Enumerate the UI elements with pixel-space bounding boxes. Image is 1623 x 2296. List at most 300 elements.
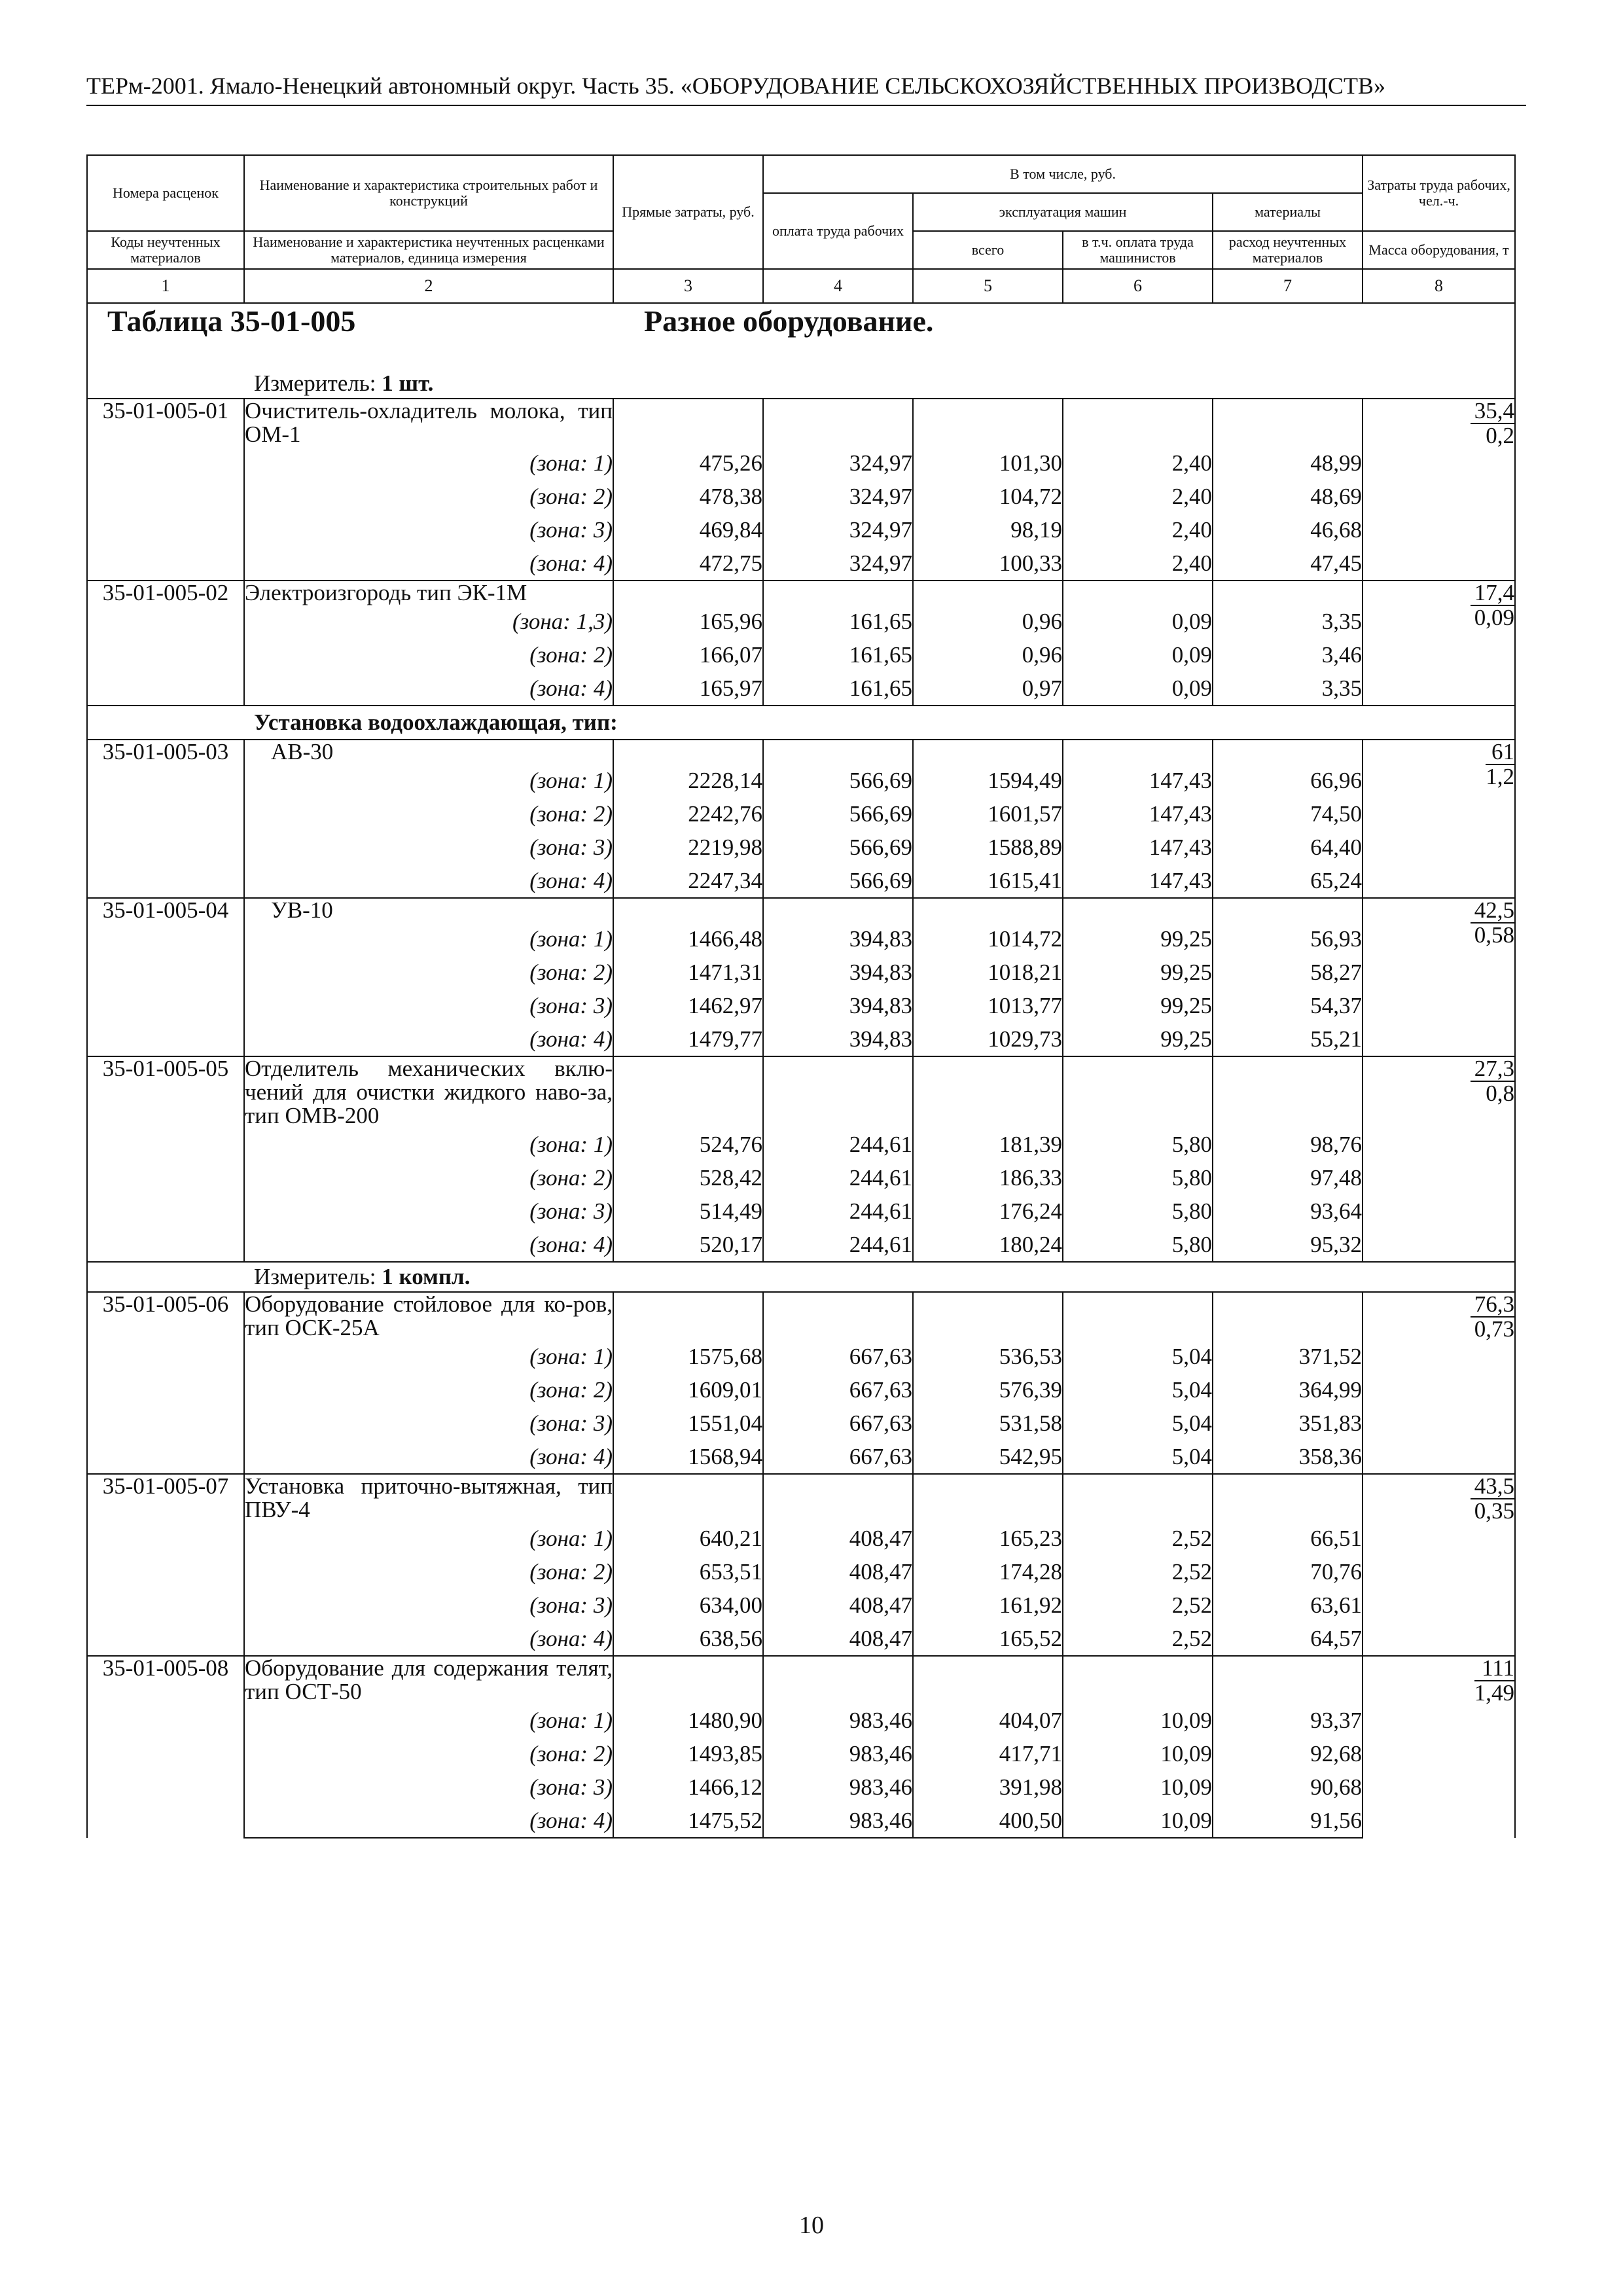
labor-pay-value: 983,46	[763, 1804, 913, 1838]
zone-label: (зона: 3)	[244, 1770, 613, 1804]
direct-costs-value: 2242,76	[613, 797, 763, 831]
machinist-pay-value: 10,09	[1063, 1737, 1213, 1770]
labor-mass-fraction	[1471, 399, 1514, 448]
measure-line	[88, 369, 1514, 398]
zone-row	[87, 1440, 1515, 1474]
machine-ops-value: 165,52	[913, 1622, 1063, 1656]
equipment-mass-value: 0,35	[1474, 1498, 1515, 1524]
materials-value: 90,68	[1213, 1770, 1363, 1804]
direct-costs-value: 1551,04	[613, 1407, 763, 1440]
labor-pay-value: 244,61	[763, 1128, 913, 1161]
direct-costs-value: 478,38	[613, 480, 763, 513]
machinist-pay-value: 147,43	[1063, 864, 1213, 898]
direct-costs-value: 2228,14	[613, 764, 763, 797]
materials-value: 3,35	[1213, 672, 1363, 706]
zone-row	[87, 989, 1515, 1022]
labor-mass-cell	[1363, 898, 1515, 1056]
rate-row	[87, 1292, 1515, 1340]
machine-ops-value: 0,96	[913, 638, 1063, 672]
measure-row	[87, 1262, 1515, 1292]
page-number: 10	[799, 2212, 824, 2239]
machinist-pay-value: 10,09	[1063, 1770, 1213, 1804]
machinist-pay-value: 99,25	[1063, 989, 1213, 1022]
labor-pay-value: 408,47	[763, 1555, 913, 1588]
machine-ops-value: 536,53	[913, 1340, 1063, 1373]
labor-pay-value: 983,46	[763, 1737, 913, 1770]
labor-costs-value: 42,5	[1471, 899, 1514, 924]
direct-costs-value: 165,97	[613, 672, 763, 706]
labor-pay-value: 244,61	[763, 1161, 913, 1194]
zone-row	[87, 1340, 1515, 1373]
direct-costs-value: 1475,52	[613, 1804, 763, 1838]
direct-costs-value: 640,21	[613, 1522, 763, 1555]
zone-row	[87, 446, 1515, 480]
zone-label: (зона: 4)	[244, 672, 613, 706]
materials-value: 91,56	[1213, 1804, 1363, 1838]
measure-label: Измеритель:	[254, 370, 376, 396]
zone-row	[87, 831, 1515, 864]
labor-costs-value: 76,3	[1471, 1293, 1514, 1318]
direct-costs-value: 1462,97	[613, 989, 763, 1022]
zone-row	[87, 1704, 1515, 1737]
materials-value: 92,68	[1213, 1737, 1363, 1770]
col-work-name: Наименование и характеристика строительных работ и конструкций	[244, 155, 613, 231]
machine-ops-value: 1014,72	[913, 922, 1063, 956]
rate-name: Установка приточно-вытяжная, тип ПВУ-4	[245, 1473, 613, 1522]
labor-pay-value: 244,61	[763, 1194, 913, 1228]
machine-ops-value: 1601,57	[913, 797, 1063, 831]
machine-ops-value: 0,97	[913, 672, 1063, 706]
zone-label: (зона: 1)	[244, 1704, 613, 1737]
measure-row	[87, 369, 1515, 399]
materials-value: 351,83	[1213, 1407, 1363, 1440]
col-number: 5	[913, 269, 1063, 303]
rate-row	[87, 1056, 1515, 1128]
zone-row	[87, 605, 1515, 638]
direct-costs-value: 166,07	[613, 638, 763, 672]
zone-label: (зона: 3)	[244, 1407, 613, 1440]
col-including: В том числе, руб.	[763, 155, 1363, 193]
direct-costs-value: 1575,68	[613, 1340, 763, 1373]
direct-costs-value: 638,56	[613, 1622, 763, 1656]
labor-mass-cell	[1363, 1292, 1515, 1474]
direct-costs-value: 1609,01	[613, 1373, 763, 1407]
machinist-pay-value: 5,04	[1063, 1340, 1213, 1373]
direct-costs-value: 528,42	[613, 1161, 763, 1194]
zone-row	[87, 1555, 1515, 1588]
zone-row	[87, 1737, 1515, 1770]
labor-pay-value: 566,69	[763, 864, 913, 898]
rate-name: Электроизгородь тип ЭК-1М	[244, 581, 613, 605]
labor-pay-value: 566,69	[763, 764, 913, 797]
machinist-pay-value: 2,40	[1063, 446, 1213, 480]
zone-label: (зона: 1,3)	[244, 605, 613, 638]
labor-pay-value: 566,69	[763, 797, 913, 831]
rate-code: 35-01-005-01	[87, 399, 244, 581]
rate-row	[87, 740, 1515, 764]
measure-unit: 1 шт.	[382, 370, 434, 396]
materials-value: 74,50	[1213, 797, 1363, 831]
labor-mass-cell	[1363, 740, 1515, 898]
machine-ops-value: 391,98	[913, 1770, 1063, 1804]
machinist-pay-value: 2,52	[1063, 1522, 1213, 1555]
labor-pay-value: 324,97	[763, 446, 913, 480]
labor-mass-fraction	[1471, 899, 1514, 947]
labor-pay-value: 983,46	[763, 1704, 913, 1737]
col-number: 8	[1363, 269, 1515, 303]
rate-name: Отделитель механических вклю-чений для очистки жидкого наво-за, тип ОМВ-200	[245, 1056, 613, 1128]
zone-label: (зона: 3)	[244, 831, 613, 864]
zone-label: (зона: 4)	[244, 1228, 613, 1262]
direct-costs-value: 1479,77	[613, 1022, 763, 1056]
table-body	[87, 303, 1515, 1838]
labor-mass-fraction	[1471, 581, 1514, 630]
direct-costs-value: 1466,48	[613, 922, 763, 956]
machinist-pay-value: 2,52	[1063, 1588, 1213, 1622]
materials-value: 46,68	[1213, 513, 1363, 547]
labor-pay-value: 394,83	[763, 1022, 913, 1056]
labor-pay-value: 161,65	[763, 638, 913, 672]
direct-costs-value: 1568,94	[613, 1440, 763, 1474]
zone-label: (зона: 1)	[244, 1522, 613, 1555]
document-header-title: ТЕРм-2001. Ямало-Ненецкий автономный округ. Часть 35. «ОБОРУДОВАНИЕ СЕЛЬСКОХОЗЯЙСТВЕННЫХ ПРОИЗВОДСТВ»	[86, 73, 1385, 99]
equipment-mass-value: 0,58	[1474, 922, 1515, 948]
machine-ops-value: 1013,77	[913, 989, 1063, 1022]
machinist-pay-value: 5,04	[1063, 1407, 1213, 1440]
zone-row	[87, 1804, 1515, 1838]
zone-label: (зона: 4)	[244, 1022, 613, 1056]
zone-label: (зона: 4)	[244, 1440, 613, 1474]
direct-costs-value: 2247,34	[613, 864, 763, 898]
machine-ops-value: 174,28	[913, 1555, 1063, 1588]
machinist-pay-value: 0,09	[1063, 605, 1213, 638]
labor-pay-value: 408,47	[763, 1622, 913, 1656]
machinist-pay-value: 147,43	[1063, 831, 1213, 864]
labor-pay-value: 394,83	[763, 956, 913, 989]
labor-pay-value: 566,69	[763, 831, 913, 864]
materials-value: 64,40	[1213, 831, 1363, 864]
materials-value: 66,96	[1213, 764, 1363, 797]
machine-ops-value: 186,33	[913, 1161, 1063, 1194]
zone-row	[87, 797, 1515, 831]
materials-value: 93,37	[1213, 1704, 1363, 1737]
materials-value: 48,99	[1213, 446, 1363, 480]
rates-table	[86, 154, 1516, 1839]
materials-value: 65,24	[1213, 864, 1363, 898]
labor-mass-cell	[1363, 399, 1515, 581]
direct-costs-value: 472,75	[613, 547, 763, 581]
machinist-pay-value: 99,25	[1063, 922, 1213, 956]
labor-pay-value: 244,61	[763, 1228, 913, 1262]
col-number: 3	[613, 269, 763, 303]
direct-costs-value: 1480,90	[613, 1704, 763, 1737]
col-machine-ops: эксплуатация машин	[913, 193, 1213, 231]
materials-value: 3,46	[1213, 638, 1363, 672]
machinist-pay-value: 99,25	[1063, 1022, 1213, 1056]
labor-costs-value: 61	[1486, 740, 1514, 765]
machine-ops-value: 176,24	[913, 1194, 1063, 1228]
rate-name: Оборудование стойловое для ко-ров, тип ОСК-25А	[245, 1291, 613, 1340]
machine-ops-value: 101,30	[913, 446, 1063, 480]
col-labor-costs: Затраты труда рабочих, чел.-ч.	[1363, 155, 1515, 231]
rate-row	[87, 581, 1515, 605]
zone-row	[87, 1373, 1515, 1407]
labor-pay-value: 667,63	[763, 1440, 913, 1474]
materials-value: 55,21	[1213, 1022, 1363, 1056]
labor-pay-value: 408,47	[763, 1522, 913, 1555]
machine-ops-value: 1588,89	[913, 831, 1063, 864]
labor-mass-fraction	[1486, 740, 1514, 789]
equipment-mass-value: 1,2	[1486, 764, 1515, 789]
zone-row	[87, 638, 1515, 672]
machinist-pay-value: 2,40	[1063, 513, 1213, 547]
col-number: 2	[244, 269, 613, 303]
labor-costs-value: 43,5	[1471, 1475, 1514, 1499]
zone-row	[87, 1228, 1515, 1262]
machinist-pay-value: 5,80	[1063, 1194, 1213, 1228]
equipment-mass-value: 0,2	[1486, 423, 1515, 448]
rate-row	[87, 1474, 1515, 1522]
zone-row	[87, 547, 1515, 581]
machinist-pay-value: 147,43	[1063, 764, 1213, 797]
col-total: всего	[913, 231, 1063, 269]
labor-mass-fraction	[1471, 1475, 1514, 1523]
rate-code: 35-01-005-05	[87, 1056, 244, 1262]
labor-costs-value: 35,4	[1471, 399, 1514, 424]
labor-mass-cell	[1363, 1056, 1515, 1262]
zone-label: (зона: 2)	[244, 1161, 613, 1194]
zone-label: (зона: 4)	[244, 547, 613, 581]
materials-value: 66,51	[1213, 1522, 1363, 1555]
machine-ops-value: 531,58	[913, 1407, 1063, 1440]
materials-value: 93,64	[1213, 1194, 1363, 1228]
zone-row	[87, 1522, 1515, 1555]
zone-label: (зона: 3)	[244, 989, 613, 1022]
machine-ops-value: 1594,49	[913, 764, 1063, 797]
materials-value: 98,76	[1213, 1128, 1363, 1161]
labor-costs-value: 17,4	[1471, 581, 1514, 606]
labor-pay-value: 394,83	[763, 922, 913, 956]
labor-mass-cell	[1363, 1474, 1515, 1656]
zone-label: (зона: 2)	[244, 1555, 613, 1588]
materials-value: 54,37	[1213, 989, 1363, 1022]
rate-name: АВ-30	[244, 740, 613, 764]
machinist-pay-value: 5,04	[1063, 1440, 1213, 1474]
zone-label: (зона: 1)	[244, 764, 613, 797]
direct-costs-value: 1493,85	[613, 1737, 763, 1770]
zone-row	[87, 1128, 1515, 1161]
zone-label: (зона: 2)	[244, 638, 613, 672]
machinist-pay-value: 99,25	[1063, 956, 1213, 989]
machine-ops-value: 1018,21	[913, 956, 1063, 989]
labor-pay-value: 667,63	[763, 1373, 913, 1407]
measure-line	[88, 1263, 1514, 1291]
labor-pay-value: 408,47	[763, 1588, 913, 1622]
machinist-pay-value: 0,09	[1063, 672, 1213, 706]
machinist-pay-value: 2,40	[1063, 547, 1213, 581]
labor-pay-value: 667,63	[763, 1340, 913, 1373]
table-number: Таблица 35-01-005	[107, 304, 356, 338]
col-direct-costs: Прямые затраты, руб.	[613, 155, 763, 269]
zone-label: (зона: 2)	[244, 956, 613, 989]
labor-mass-cell	[1363, 581, 1515, 706]
col-number: 6	[1063, 269, 1213, 303]
labor-pay-value: 324,97	[763, 480, 913, 513]
labor-mass-fraction	[1471, 1293, 1514, 1341]
machinist-pay-value: 5,80	[1063, 1228, 1213, 1262]
rate-name: УВ-10	[244, 898, 613, 922]
machine-ops-value: 542,95	[913, 1440, 1063, 1474]
rate-name: Оборудование для содержания телят, тип ОСТ-50	[245, 1655, 613, 1704]
zone-row	[87, 513, 1515, 547]
equipment-mass-value: 1,49	[1474, 1680, 1515, 1706]
machine-ops-value: 1029,73	[913, 1022, 1063, 1056]
direct-costs-value: 475,26	[613, 446, 763, 480]
table-header	[87, 155, 1515, 303]
equipment-mass-value: 0,8	[1486, 1081, 1515, 1106]
labor-costs-value: 111	[1474, 1657, 1514, 1681]
zone-row	[87, 480, 1515, 513]
col-number: 7	[1213, 269, 1363, 303]
rate-code: 35-01-005-02	[87, 581, 244, 706]
machine-ops-value: 400,50	[913, 1804, 1063, 1838]
materials-value: 3,35	[1213, 605, 1363, 638]
measure-label: Измеритель:	[254, 1264, 376, 1289]
rate-row	[87, 1656, 1515, 1704]
col-material-use: расход неучтенных материалов	[1213, 231, 1363, 269]
zone-label: (зона: 1)	[244, 1128, 613, 1161]
machinist-pay-value: 2,52	[1063, 1622, 1213, 1656]
machine-ops-value: 180,24	[913, 1228, 1063, 1262]
zone-label: (зона: 2)	[244, 1737, 613, 1770]
machinist-pay-value: 5,80	[1063, 1161, 1213, 1194]
zone-label: (зона: 2)	[244, 480, 613, 513]
col-material-name: Наименование и характеристика неучтенных расценками материалов, единица измерения	[244, 231, 613, 269]
zone-row	[87, 956, 1515, 989]
materials-value: 63,61	[1213, 1588, 1363, 1622]
machinist-pay-value: 5,80	[1063, 1128, 1213, 1161]
col-labor-pay: оплата труда рабочих	[763, 193, 913, 269]
rate-name: Очиститель-охладитель молока, тип ОМ-1	[245, 398, 613, 447]
zone-row	[87, 672, 1515, 706]
machine-ops-value: 1615,41	[913, 864, 1063, 898]
zone-row	[87, 764, 1515, 797]
subheading-row	[87, 706, 1515, 740]
col-rate-numbers: Номера расценок	[87, 155, 244, 231]
machinist-pay-value: 10,09	[1063, 1704, 1213, 1737]
direct-costs-value: 1471,31	[613, 956, 763, 989]
direct-costs-value: 524,76	[613, 1128, 763, 1161]
materials-value: 97,48	[1213, 1161, 1363, 1194]
machine-ops-value: 417,71	[913, 1737, 1063, 1770]
direct-costs-value: 514,49	[613, 1194, 763, 1228]
materials-value: 95,32	[1213, 1228, 1363, 1262]
labor-pay-value: 324,97	[763, 513, 913, 547]
labor-pay-value: 161,65	[763, 605, 913, 638]
materials-value: 358,36	[1213, 1440, 1363, 1474]
zone-label: (зона: 3)	[244, 513, 613, 547]
materials-value: 47,45	[1213, 547, 1363, 581]
labor-pay-value: 983,46	[763, 1770, 913, 1804]
direct-costs-value: 634,00	[613, 1588, 763, 1622]
zone-label: (зона: 4)	[244, 1804, 613, 1838]
equipment-mass-value: 0,09	[1474, 605, 1515, 630]
machinist-pay-value: 2,40	[1063, 480, 1213, 513]
zone-label: (зона: 3)	[244, 1588, 613, 1622]
labor-pay-value: 324,97	[763, 547, 913, 581]
zone-label: (зона: 2)	[244, 797, 613, 831]
materials-value: 364,99	[1213, 1373, 1363, 1407]
zone-row	[87, 1622, 1515, 1656]
labor-mass-fraction	[1471, 1057, 1514, 1105]
labor-costs-value: 27,3	[1471, 1057, 1514, 1082]
zone-label: (зона: 2)	[244, 1373, 613, 1407]
labor-pay-value: 394,83	[763, 989, 913, 1022]
machine-ops-value: 404,07	[913, 1704, 1063, 1737]
zone-label: (зона: 1)	[244, 1340, 613, 1373]
machine-ops-value: 100,33	[913, 547, 1063, 581]
rate-code: 35-01-005-04	[87, 898, 244, 1056]
zone-label: (зона: 4)	[244, 1622, 613, 1656]
col-material-codes: Коды неучтенных материалов	[87, 231, 244, 269]
rate-code: 35-01-005-03	[87, 740, 244, 898]
measure-unit: 1 компл.	[382, 1264, 471, 1289]
zone-row	[87, 922, 1515, 956]
rate-row	[87, 399, 1515, 446]
header-divider	[86, 105, 1526, 106]
direct-costs-value: 1466,12	[613, 1770, 763, 1804]
rate-code: 35-01-005-08	[87, 1656, 244, 1838]
labor-pay-value: 161,65	[763, 672, 913, 706]
labor-pay-value: 667,63	[763, 1407, 913, 1440]
machinist-pay-value: 2,52	[1063, 1555, 1213, 1588]
machine-ops-value: 165,23	[913, 1522, 1063, 1555]
rate-code: 35-01-005-07	[87, 1474, 244, 1656]
direct-costs-value: 165,96	[613, 605, 763, 638]
materials-value: 70,76	[1213, 1555, 1363, 1588]
materials-value: 58,27	[1213, 956, 1363, 989]
equipment-mass-value: 0,73	[1474, 1316, 1515, 1342]
col-number: 1	[87, 269, 244, 303]
rate-row	[87, 898, 1515, 922]
machinist-pay-value: 147,43	[1063, 797, 1213, 831]
machine-ops-value: 161,92	[913, 1588, 1063, 1622]
zone-row	[87, 864, 1515, 898]
zone-row	[87, 1407, 1515, 1440]
zone-label: (зона: 1)	[244, 922, 613, 956]
machinist-pay-value: 0,09	[1063, 638, 1213, 672]
zone-label: (зона: 1)	[244, 446, 613, 480]
table-name: Разное оборудование.	[644, 304, 934, 338]
col-equipment-mass: Масса оборудования, т	[1363, 231, 1515, 269]
table-title-row	[87, 303, 1515, 369]
col-machinist-pay: в т.ч. оплата труда машинистов	[1063, 231, 1213, 269]
direct-costs-value: 469,84	[613, 513, 763, 547]
col-materials: материалы	[1213, 193, 1363, 231]
machine-ops-value: 181,39	[913, 1128, 1063, 1161]
direct-costs-value: 653,51	[613, 1555, 763, 1588]
machine-ops-value: 98,19	[913, 513, 1063, 547]
zone-row	[87, 1022, 1515, 1056]
zone-row	[87, 1588, 1515, 1622]
materials-value: 64,57	[1213, 1622, 1363, 1656]
col-number: 4	[763, 269, 913, 303]
zone-row	[87, 1161, 1515, 1194]
machinist-pay-value: 10,09	[1063, 1804, 1213, 1838]
materials-value: 48,69	[1213, 480, 1363, 513]
zone-row	[87, 1194, 1515, 1228]
materials-value: 56,93	[1213, 922, 1363, 956]
